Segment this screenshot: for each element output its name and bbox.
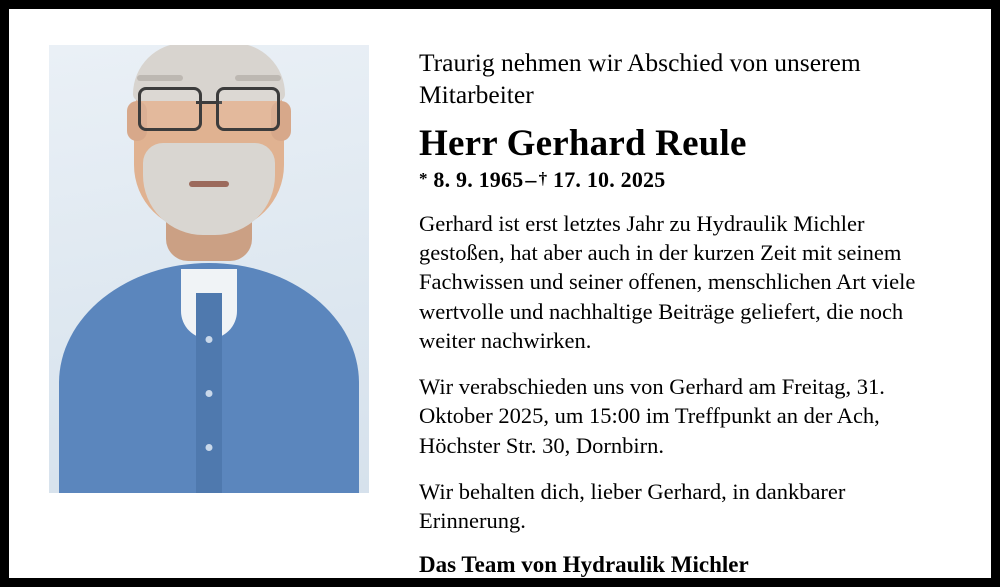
death-symbol: † xyxy=(538,168,548,188)
portrait-eyebrow-shape xyxy=(137,75,183,81)
portrait-glasses-lens xyxy=(216,87,280,131)
portrait-glasses-icon xyxy=(138,87,280,127)
portrait-shirt-button xyxy=(206,336,213,343)
portrait-photo-gerhard-reule xyxy=(49,45,369,493)
notice-paragraph: Wir behalten dich, lieber Gerhard, in dankbarer Erinnerung. xyxy=(419,478,846,534)
notice-paragraph: Wir verabschieden uns von Gerhard am Freitag, 31. Oktober 2025, um 15:00 im Treffpunkt an der Ach, Höchster Str. 30, Dornbirn. xyxy=(419,374,885,458)
notice-signature: Das Team von Hydraulik Michler xyxy=(419,552,749,578)
notice-text-column xyxy=(369,45,951,578)
birth-date: 8. 9. 1965 xyxy=(433,166,524,192)
birth-symbol: * xyxy=(419,168,428,188)
death-date: 17. 10. 2025 xyxy=(553,166,666,192)
portrait-beard-shape xyxy=(143,143,275,235)
deceased-name: Herr Gerhard Reule xyxy=(419,123,747,165)
portrait-column xyxy=(49,45,369,548)
portrait-shirt-button xyxy=(206,444,213,451)
life-dates xyxy=(419,167,951,193)
notice-paragraph: Gerhard ist erst letztes Jahr zu Hydraulik Michler gestoßen, hat aber auch in der kurzen Zeit mit seinem Fachwissen und seiner offenen, menschlichen Art viele wertvolle und nachhaltige Beiträge geliefert, die noch weiter nachwirken. xyxy=(419,210,916,353)
notice-lead-text: Traurig nehmen wir Abschied von unserem Mitarbeiter xyxy=(419,48,861,109)
portrait-shirt-button xyxy=(206,390,213,397)
date-separator: – xyxy=(525,166,537,192)
portrait-mouth-shape xyxy=(189,181,229,187)
portrait-glasses-lens xyxy=(138,87,202,131)
portrait-eyebrow-shape xyxy=(235,75,281,81)
